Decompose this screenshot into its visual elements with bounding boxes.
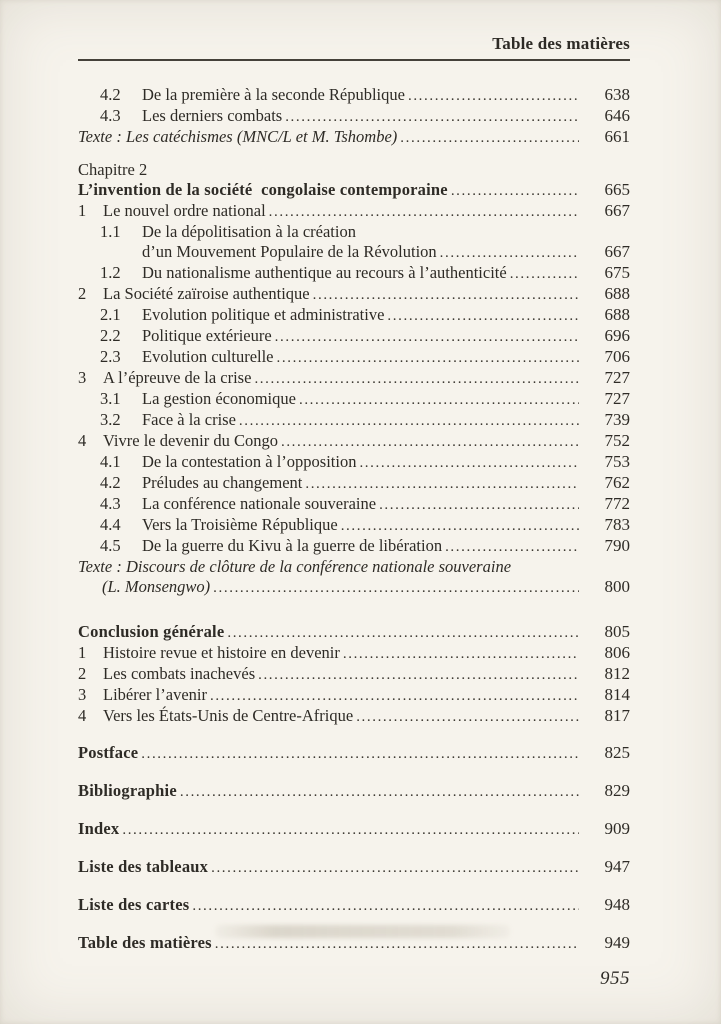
entry-title: Politique extérieure (142, 326, 272, 345)
entry-page: 661 (604, 127, 630, 146)
entry-title: Conclusion générale (78, 622, 225, 641)
entry-title: A l’épreuve de la crise (103, 368, 252, 387)
entry-title: Evolution culturelle (142, 347, 274, 366)
entry-number: 2 (78, 284, 87, 303)
entry-number: 2.3 (100, 347, 121, 366)
entry-page: 696 (604, 326, 630, 345)
toc-entry (78, 494, 630, 515)
toc-entry (78, 368, 630, 389)
dot-leader (275, 327, 579, 347)
dot-leader (258, 665, 579, 685)
entry-title: De la première à la seconde République (142, 85, 405, 104)
toc-entry (78, 389, 630, 410)
entry-page: 947 (604, 857, 630, 876)
entry-number: 1 (78, 201, 87, 220)
toc-entry (78, 201, 630, 222)
toc-entry (78, 106, 630, 127)
dot-leader (359, 453, 579, 473)
dot-leader (285, 107, 579, 127)
entry-title: Du nationalisme authentique au recours à l’authenticité (142, 263, 507, 282)
entry-page: 825 (604, 743, 630, 762)
toc-entry (78, 664, 630, 685)
entry-page: 805 (604, 622, 630, 641)
dot-leader (299, 390, 579, 410)
toc-entry (78, 857, 630, 878)
entry-page: 688 (604, 284, 630, 303)
entry-page: 806 (604, 643, 630, 662)
entry-title: Histoire revue et histoire en devenir (103, 643, 340, 662)
dot-leader (356, 707, 579, 727)
entry-page: 727 (604, 389, 630, 408)
entry-number: 4.3 (100, 106, 121, 125)
dot-leader (254, 369, 579, 389)
toc-entry (78, 284, 630, 305)
entry-page: 688 (604, 305, 630, 324)
toc-entry (78, 242, 630, 263)
entry-page: 667 (604, 242, 630, 261)
dot-leader (239, 411, 579, 431)
entry-title: La Société zaïroise authentique (103, 284, 310, 303)
toc-entry (78, 160, 630, 180)
entry-number: 4.3 (100, 494, 121, 513)
toc-entry (78, 326, 630, 347)
entry-title: Texte : Les catéchismes (MNC/L et M. Tshombe) (78, 127, 398, 146)
dot-leader (281, 432, 579, 452)
entry-number: 1.2 (100, 263, 121, 282)
toc-entry (78, 222, 630, 242)
entry-page: 800 (604, 577, 630, 596)
dot-leader (440, 243, 579, 263)
entry-number: 1 (78, 643, 87, 662)
entry-title: La conférence nationale souveraine (142, 494, 377, 513)
entry-page: 753 (604, 452, 630, 471)
entry-page: 949 (604, 933, 630, 952)
dot-leader (269, 202, 579, 222)
entry-title: Evolution politique et administrative (142, 305, 385, 324)
toc-entry (78, 895, 630, 916)
entry-title: Préludes au changement (142, 473, 303, 492)
dot-leader (180, 782, 579, 802)
entry-page: 739 (604, 410, 630, 429)
toc-entry (78, 305, 630, 326)
entry-page: 752 (604, 431, 630, 450)
entry-title: Vers les États-Unis de Centre-Afrique (103, 706, 354, 725)
entry-page: 909 (604, 819, 630, 838)
dot-leader (343, 644, 579, 664)
dot-leader (408, 86, 579, 106)
toc-entry (78, 473, 630, 494)
dot-leader (305, 474, 579, 494)
toc-entry (78, 557, 630, 577)
entry-number: 3 (78, 685, 87, 704)
toc-entry (78, 410, 630, 431)
toc-entry (78, 622, 630, 643)
toc-entry (78, 743, 630, 764)
entry-title: Le nouvel ordre national (103, 201, 266, 220)
dot-leader (451, 181, 579, 201)
toc-entry (78, 127, 630, 148)
entry-page: 817 (604, 706, 630, 725)
toc-entry (78, 536, 630, 557)
dot-leader (313, 285, 579, 305)
entry-number: 4 (78, 431, 87, 450)
dot-leader (213, 578, 579, 598)
scan-bleedthrough-artifact (215, 925, 510, 938)
entry-title: Les derniers combats (142, 106, 283, 125)
entry-title: Bibliographie (78, 781, 177, 800)
entry-page: 812 (604, 664, 630, 683)
toc-entry (78, 452, 630, 473)
dot-leader (400, 128, 579, 148)
page-content (78, 0, 630, 990)
entry-page: 727 (604, 368, 630, 387)
entry-title: Index (78, 819, 120, 838)
dot-leader (211, 858, 579, 878)
toc-entry (78, 180, 630, 201)
entry-title: Table des matières (78, 933, 212, 952)
entry-page: 829 (604, 781, 630, 800)
entry-title: d’un Mouvement Populaire de la Révolution (142, 242, 437, 261)
toc-entry (78, 347, 630, 368)
entry-title: Face à la crise (142, 410, 236, 429)
header-rule (78, 59, 630, 61)
dot-leader (192, 896, 579, 916)
entry-page: 790 (604, 536, 630, 555)
entry-title: Liste des cartes (78, 895, 190, 914)
entry-title: La gestion économique (142, 389, 296, 408)
entry-number: 4.4 (100, 515, 121, 534)
entry-title: Chapitre 2 (78, 160, 148, 179)
entry-title: Texte : Discours de clôture de la conférence nationale souveraine (78, 557, 512, 576)
entry-number: 2 (78, 664, 87, 683)
dot-leader (227, 623, 579, 643)
dot-leader (122, 820, 579, 840)
dot-leader (141, 744, 579, 764)
entry-number: 1.1 (100, 222, 121, 241)
toc-entry (78, 263, 630, 284)
entry-title: De la contestation à l’opposition (142, 452, 357, 471)
entry-page: 814 (604, 685, 630, 704)
toc-entry (78, 643, 630, 664)
entry-number: 3 (78, 368, 87, 387)
entry-page: 783 (604, 515, 630, 534)
entry-title: (L. Monsengwo) (102, 577, 211, 596)
dot-leader (379, 495, 579, 515)
dot-leader (445, 537, 579, 557)
entry-title: Vivre le devenir du Congo (103, 431, 278, 450)
entry-page: 706 (604, 347, 630, 366)
entry-page: 762 (604, 473, 630, 492)
dot-leader (341, 516, 579, 536)
entry-page: 667 (604, 201, 630, 220)
entry-title: De la guerre du Kivu à la guerre de libération (142, 536, 443, 555)
dot-leader (387, 306, 579, 326)
entry-number: 2.2 (100, 326, 121, 345)
entry-page: 665 (604, 180, 630, 199)
running-head: Table des matières (492, 34, 630, 53)
dot-leader (277, 348, 579, 368)
entry-page: 638 (604, 85, 630, 104)
entry-number: 3.1 (100, 389, 121, 408)
entry-page: 948 (604, 895, 630, 914)
entry-number: 4.5 (100, 536, 121, 555)
dot-leader (510, 264, 579, 284)
entry-title: De la dépolitisation à la création (142, 222, 356, 241)
entry-title: Les combats inachevés (103, 664, 256, 683)
entry-title: Postface (78, 743, 139, 762)
entry-number: 4.2 (100, 85, 121, 104)
dot-leader (210, 686, 579, 706)
toc-entry (78, 515, 630, 536)
toc-entry (78, 781, 630, 802)
toc-entry (78, 706, 630, 727)
toc-list (78, 85, 630, 954)
toc-entry (78, 577, 630, 598)
toc-entry (78, 431, 630, 452)
entry-number: 2.1 (100, 305, 121, 324)
entry-page: 646 (604, 106, 630, 125)
entry-number: 4.2 (100, 473, 121, 492)
entry-number: 4 (78, 706, 87, 725)
toc-entry (78, 85, 630, 106)
entry-page: 772 (604, 494, 630, 513)
entry-title: Vers la Troisième République (142, 515, 338, 534)
toc-entry (78, 819, 630, 840)
entry-title: Liste des tableaux (78, 857, 209, 876)
entry-title: Libérer l’avenir (103, 685, 207, 704)
entry-title: L’invention de la société congolaise contemporaine (78, 180, 448, 199)
page-number: 955 (600, 968, 630, 989)
toc-entry (78, 685, 630, 706)
entry-page: 675 (604, 263, 630, 282)
entry-number: 4.1 (100, 452, 121, 471)
entry-number: 3.2 (100, 410, 121, 429)
